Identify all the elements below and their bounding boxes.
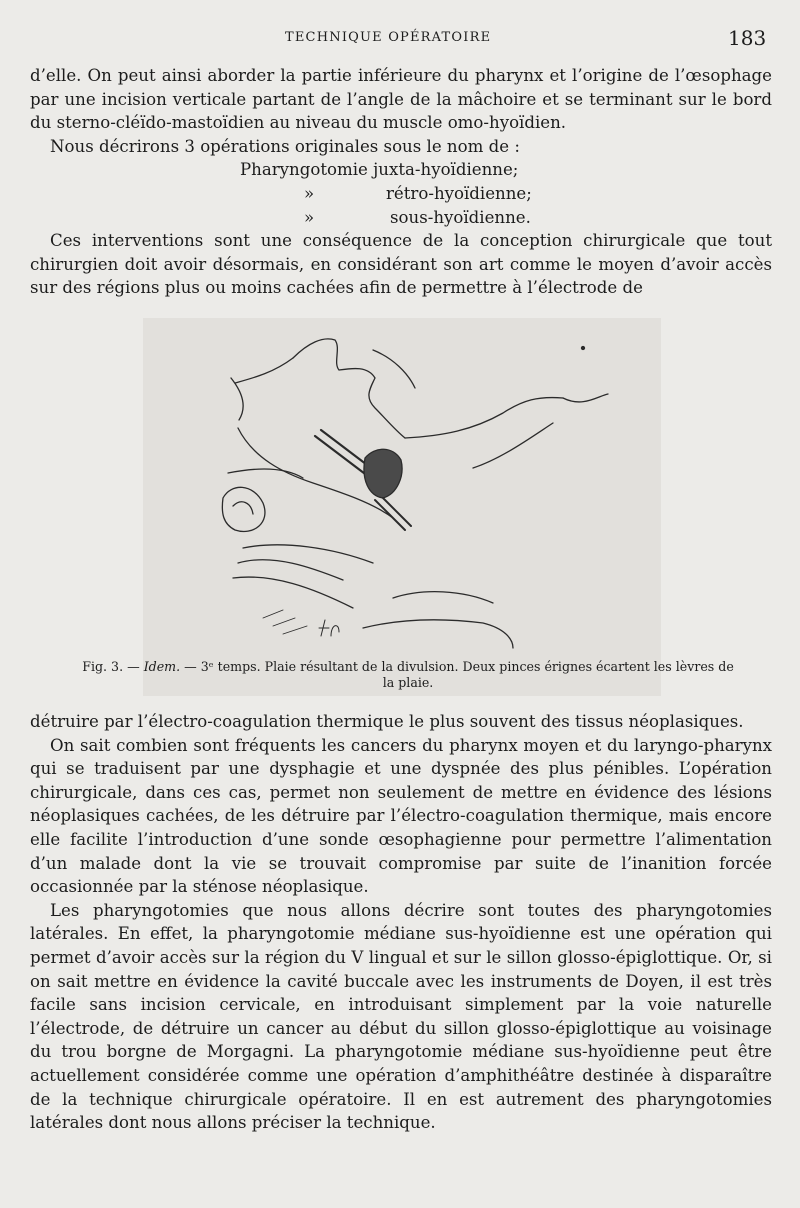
ditto-mark: »	[304, 183, 315, 203]
paragraph-intro-list: Nous décrirons 3 opérations originales sous le nom de :	[50, 136, 520, 156]
caption-text: — 3ᵉ temps. Plaie résultant de la divulsion. Deux pinces érignes écartent les lèvres de la plaie.	[184, 659, 734, 690]
caption-label: Fig. 3. —	[82, 659, 140, 674]
paragraph-continued: d’elle. On peut ainsi aborder la partie inférieure du pharynx et l’origine de l’œsophage par une incision verticale partant de l’angle de la mâchoire et se terminant sur le bord du sterno-cléïdo-mastoïdien au niveau du muscle omo-hyoïdien.	[30, 66, 772, 133]
paragraph: On sait combien sont fréquents les cancers du pharynx moyen et du laryngo-pharynx qui se traduisent par une dysphagie et une dyspnée des plus pénibles. L’opération chirurgicale, dans ces cas, permet non seulement de mettre en évidence des lésions néoplasiques cachées, de les détruire par l’électro-coagulation thermique, mais encore elle facilite l’introduction d’une sonde œsophagienne pour permettre l’alimentation d’un malade dont la vie se trouvait compromise par suite de l’inanition forcée occasionnée par la sténose néoplasique.	[30, 735, 772, 897]
page-header	[0, 26, 800, 50]
ditto-mark: »	[304, 207, 315, 227]
paragraph-continued: détruire par l’électro-coagulation thermique le plus souvent des tissus néoplasiques.	[30, 712, 744, 731]
list-item-text: Pharyngotomie juxta-hyoïdienne;	[240, 160, 519, 180]
paragraph: Ces interventions sont une conséquence de la conception chirurgicale que tout chirurgien doit avoir désormais, en considérant son art comme le moyen d’avoir accès sur des régions plus ou moins cachées afin de permettre à l’électrode de	[30, 231, 772, 298]
text-block-top	[30, 64, 772, 300]
running-head: TECHNIQUE OPÉRATOIRE	[285, 30, 492, 45]
list-item-text: rétro-hyoïdienne;	[386, 183, 532, 203]
surgical-neck-illustration	[143, 318, 661, 696]
list-item-text: sous-hyoïdienne.	[390, 207, 531, 227]
operations-list	[30, 158, 772, 229]
figure-illustration	[143, 318, 661, 696]
caption-idem: Idem.	[143, 659, 181, 674]
text-block-bottom	[30, 710, 772, 1135]
page-number: 183	[728, 26, 767, 50]
list-item	[30, 206, 772, 230]
paragraph: Les pharyngotomies que nous allons décrire sont toutes des pharyngotomies latérales. En effet, la pharyngotomie médiane sus-hyoïdienne est une opération qui permet d’avoir accès sur la région du V lingual et sur le sillon glosso-épiglottique. Or, si on sait mettre en évidence la cavité buccale avec les instruments de Doyen, il est très facile sans incision cervicale, en introduisant simplement par la voie naturelle l’électrode, de détruire un cancer au début du sillon glosso-épiglottique au voisinage du trou borgne de Morgagni. La pharyngotomie médiane sus-hyoïdienne peut être actuellement considérée comme une opération d’amphithéâtre destinée à disparaître de la technique chirurgicale opératoire. Il en est autrement des pharyngotomies latérales dont nous allons préciser la technique.	[30, 900, 772, 1133]
figure-caption	[78, 659, 738, 691]
list-item	[30, 182, 772, 206]
list-item	[30, 158, 772, 182]
